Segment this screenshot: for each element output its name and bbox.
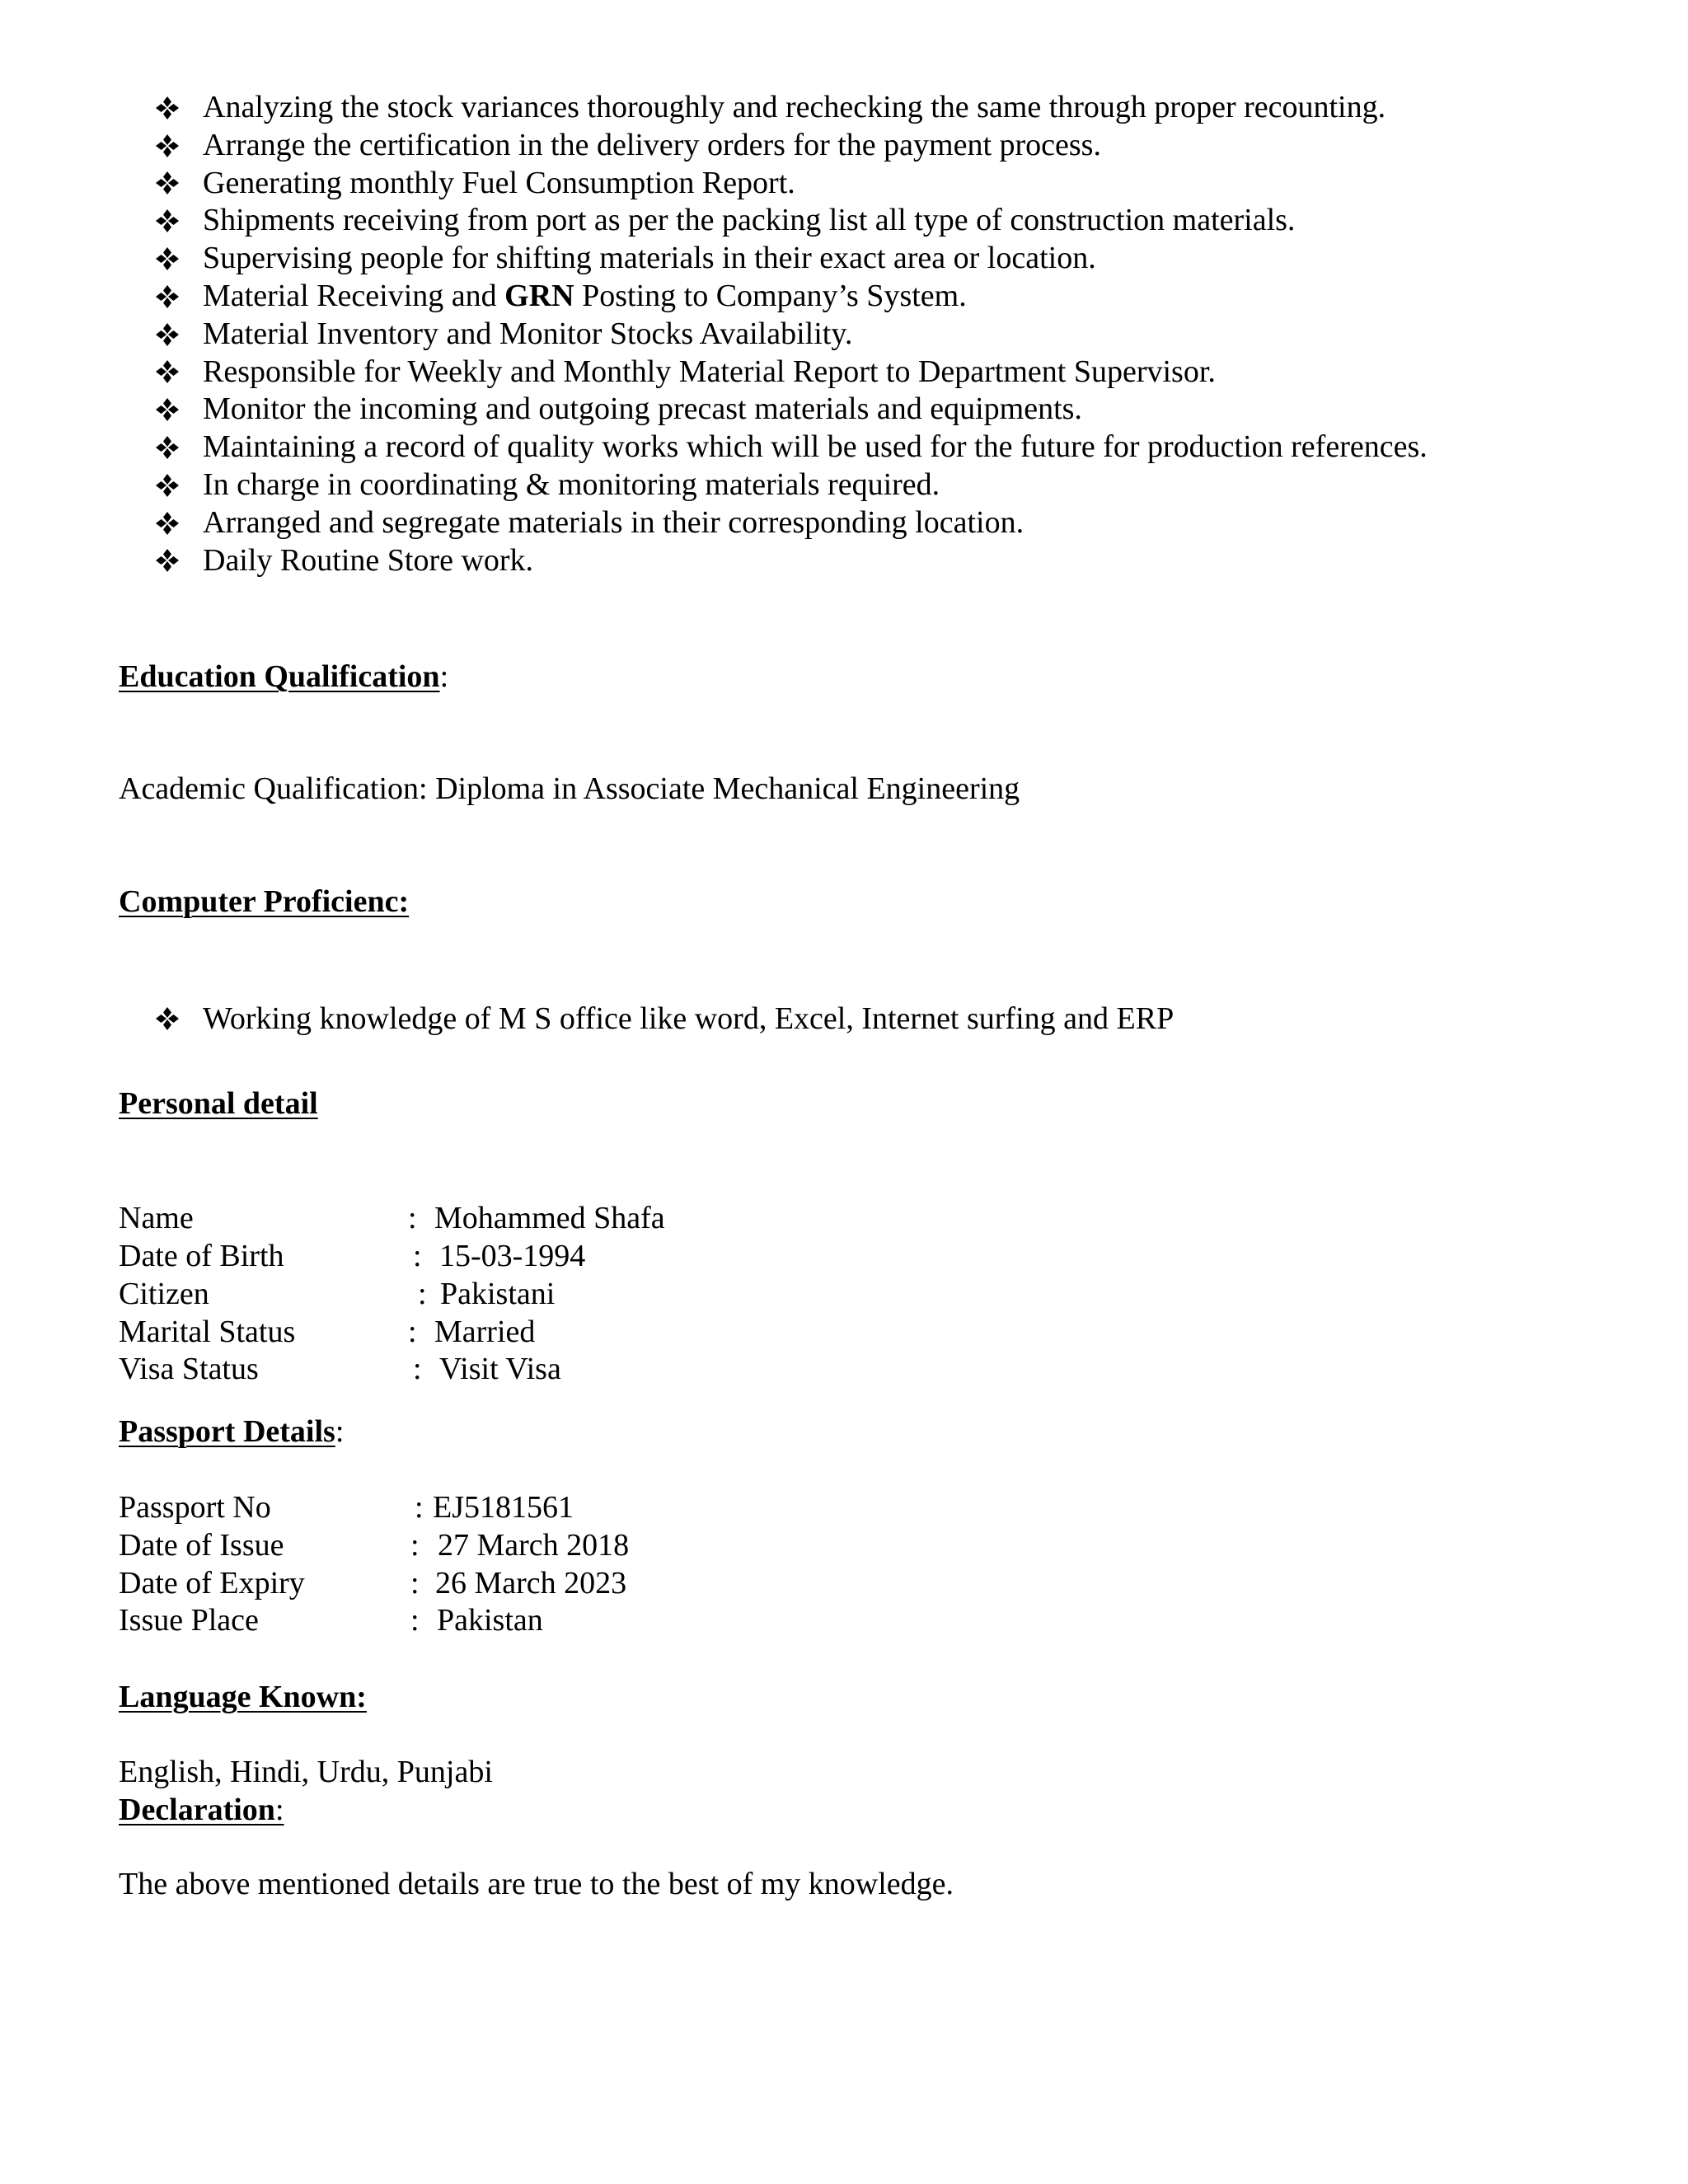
passport-heading-colon: : <box>335 1414 345 1449</box>
list-item <box>155 429 1639 466</box>
field-separator: : <box>415 1490 424 1525</box>
four-diamond-bullet-icon <box>155 322 180 347</box>
declaration-text: The above mentioned details are true to the best of my knowledge. <box>119 1867 954 1901</box>
passport-row-issue-place <box>119 1601 1108 1639</box>
education-heading-colon: : <box>439 659 449 694</box>
duty-text: Daily Routine Store work. <box>203 542 534 578</box>
field-value: 15-03-1994 <box>439 1239 586 1273</box>
list-item <box>155 278 1639 316</box>
field-value: Mohammed Shafa <box>434 1201 665 1235</box>
declaration-heading-colon: : <box>274 1793 284 1827</box>
education-heading <box>119 658 448 696</box>
field-separator: : <box>408 1315 417 1349</box>
duty-text: Monitor the incoming and outgoing precast materials and equipments. <box>203 391 1082 427</box>
list-item <box>155 202 1639 240</box>
list-item <box>155 127 1639 165</box>
field-separator: : <box>410 1528 420 1563</box>
field-label: Name <box>119 1201 194 1235</box>
duty-text-bold: GRN <box>504 278 574 313</box>
four-diamond-bullet-icon <box>155 1006 180 1031</box>
list-item <box>155 354 1639 391</box>
field-separator: : <box>413 1352 422 1386</box>
field-label: Citizen <box>119 1277 209 1311</box>
field-value: Pakistan <box>437 1603 543 1638</box>
field-label: Date of Issue <box>119 1528 284 1563</box>
four-diamond-bullet-icon <box>155 209 180 233</box>
four-diamond-bullet-icon <box>155 435 180 460</box>
language-text: English, Hindi, Urdu, Punjabi <box>119 1755 493 1789</box>
duty-text: Material Inventory and Monitor Stocks Availability. <box>203 316 853 351</box>
four-diamond-bullet-icon <box>155 171 180 195</box>
field-value: EJ5181561 <box>433 1490 574 1525</box>
language-heading-text: Language Known: <box>119 1680 367 1714</box>
computer-item-text: Working knowledge of M S office like word, Excel, Internet surfing and ERP <box>203 1001 1175 1036</box>
duty-text: Generating monthly Fuel Consumption Report. <box>203 165 795 200</box>
field-label: Issue Place <box>119 1603 259 1638</box>
duty-text: Supervising people for shifting materials in their exact area or location. <box>203 241 1096 276</box>
field-label: Marital Status <box>119 1315 296 1349</box>
duty-text: Maintaining a record of quality works which will be used for the future for production references. <box>203 429 1428 465</box>
duty-text: Arranged and segregate materials in their corresponding location. <box>203 504 1025 540</box>
personal-heading <box>119 1085 318 1122</box>
list-item <box>155 542 1639 580</box>
duty-text-pre: Material Receiving and <box>203 278 505 313</box>
list-item <box>155 391 1639 429</box>
field-value: 27 March 2018 <box>438 1528 630 1563</box>
field-separator: : <box>418 1277 427 1311</box>
declaration-heading-text: Declaration <box>119 1793 275 1827</box>
duty-text: Arrange the certification in the delivery orders for the payment process. <box>203 127 1101 162</box>
computer-heading-text: Computer Proficienc: <box>119 884 410 919</box>
duty-text: Analyzing the stock variances thoroughly and rechecking the same through proper recounting. <box>203 90 1386 124</box>
passport-heading-text: Passport Details <box>119 1414 335 1449</box>
duties-list <box>155 89 1639 579</box>
field-separator: : <box>408 1201 417 1235</box>
field-label: Date of Expiry <box>119 1566 305 1601</box>
field-separator: : <box>410 1603 420 1638</box>
four-diamond-bullet-icon <box>155 246 180 271</box>
declaration-heading <box>119 1791 284 1829</box>
passport-row-issue-date <box>119 1526 1108 1564</box>
list-item <box>155 466 1639 504</box>
personal-row-name <box>119 1199 1108 1237</box>
duty-text <box>203 278 967 316</box>
four-diamond-bullet-icon <box>155 511 180 536</box>
language-heading <box>119 1678 367 1716</box>
education-heading-text: Education Qualification <box>119 659 440 694</box>
duty-text: In charge in coordinating & monitoring materials required. <box>203 466 940 502</box>
list-item <box>155 316 1639 354</box>
field-separator: : <box>410 1566 420 1601</box>
field-label: Date of Birth <box>119 1239 284 1273</box>
field-value: Pakistani <box>440 1277 556 1311</box>
four-diamond-bullet-icon <box>155 96 180 120</box>
education-text: Academic Qualification: Diploma in Associate Mechanical Engineering <box>119 771 1020 806</box>
four-diamond-bullet-icon <box>155 397 180 422</box>
personal-row-citizen <box>119 1275 1108 1313</box>
duty-text-post: Posting to Company’s System. <box>574 278 967 313</box>
four-diamond-bullet-icon <box>155 548 180 573</box>
field-separator: : <box>413 1239 422 1273</box>
personal-row-dob <box>119 1237 1108 1275</box>
field-label: Passport No <box>119 1490 271 1525</box>
list-item <box>155 89 1639 127</box>
passport-heading <box>119 1413 344 1451</box>
personal-heading-text: Personal detail <box>119 1086 318 1121</box>
four-diamond-bullet-icon <box>155 359 180 384</box>
field-value: 26 March 2023 <box>435 1566 627 1601</box>
four-diamond-bullet-icon <box>155 473 180 498</box>
four-diamond-bullet-icon <box>155 134 180 158</box>
personal-row-marital-status <box>119 1313 1108 1351</box>
personal-row-visa-status <box>119 1350 1108 1388</box>
field-label: Visa Status <box>119 1352 259 1386</box>
field-value: Married <box>434 1315 536 1349</box>
field-value: Visit Visa <box>439 1352 561 1386</box>
computer-heading <box>119 883 409 921</box>
list-item <box>155 504 1639 542</box>
list-item <box>155 240 1639 278</box>
duty-text: Responsible for Weekly and Monthly Material Report to Department Supervisor. <box>203 354 1216 389</box>
duty-text: Shipments receiving from port as per the packing list all type of construction materials. <box>203 203 1296 238</box>
passport-row-expiry-date <box>119 1564 1108 1602</box>
list-item <box>155 165 1639 203</box>
passport-row-number <box>119 1488 1108 1526</box>
four-diamond-bullet-icon <box>155 284 180 309</box>
